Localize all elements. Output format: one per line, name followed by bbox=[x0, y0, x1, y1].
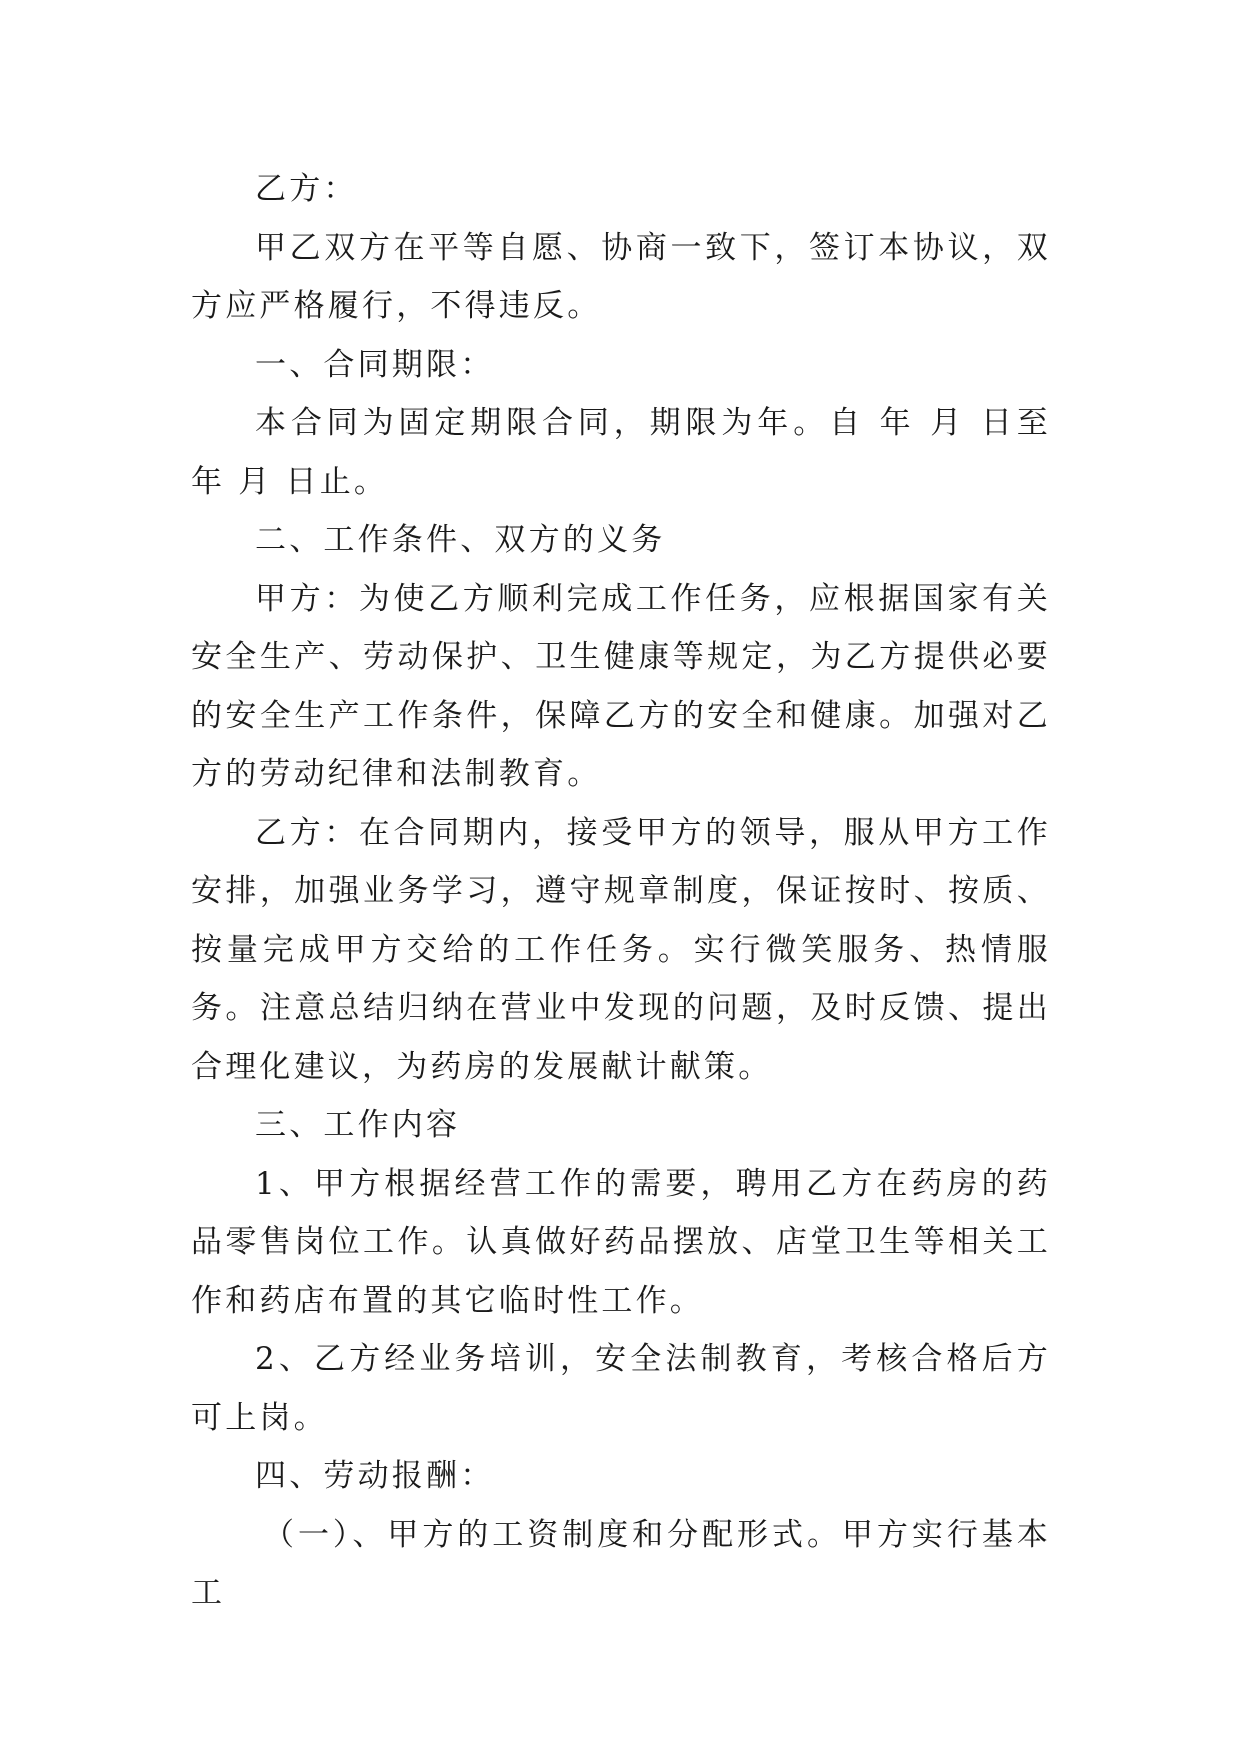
section-heading-work-content: 三、工作内容 bbox=[255, 1107, 461, 1143]
section-heading-obligations: 二、工作条件、双方的义务 bbox=[255, 522, 666, 558]
section-heading-contract-term: 一、合同期限： bbox=[255, 346, 495, 383]
section-heading-compensation: 四、劳动报酬： bbox=[255, 1458, 495, 1494]
work-content-item-1: 1、甲方根据经营工作的需要，聘用乙方在药房的药品零售岗位工作。认真做好药品摆放、店堂卫生等相关工作和药店布置的其它临时性工作。 bbox=[191, 1165, 1051, 1319]
compensation-item-1: （一）、甲方的工资制度和分配形式。甲方实行基本工 bbox=[191, 1516, 1051, 1611]
work-content-item-2: 2、乙方经业务培训，安全法制教育，考核合格后方可上岗。 bbox=[191, 1341, 1051, 1436]
party-a-obligations-paragraph: 甲方：为使乙方顺利完成工作任务，应根据国家有关安全生产、劳动保护、卫生健康等规定，为乙方提供必要的安全生产工作条件，保障乙方的安全和健康。加强对乙方的劳动纪律和法制教育。 bbox=[191, 580, 1051, 792]
contract-term-paragraph: 本合同为固定期限合同，期限为年。自 年 月 日至 年 月 日止。 bbox=[191, 405, 1051, 500]
party-b-label: 乙方： bbox=[255, 171, 358, 207]
document-body bbox=[191, 160, 1051, 1623]
party-b-obligations-paragraph: 乙方：在合同期内，接受甲方的领导，服从甲方工作安排，加强业务学习，遵守规章制度，保证按时、按质、按量完成甲方交给的工作任务。实行微笑服务、热情服务。注意总结归纳在营业中发现的问题，及时反馈、提出合理化建议，为药房的发展献计献策。 bbox=[191, 814, 1051, 1085]
agreement-intro-paragraph: 甲乙双方在平等自愿、协商一致下，签订本协议，双方应严格履行，不得违反。 bbox=[191, 229, 1051, 324]
